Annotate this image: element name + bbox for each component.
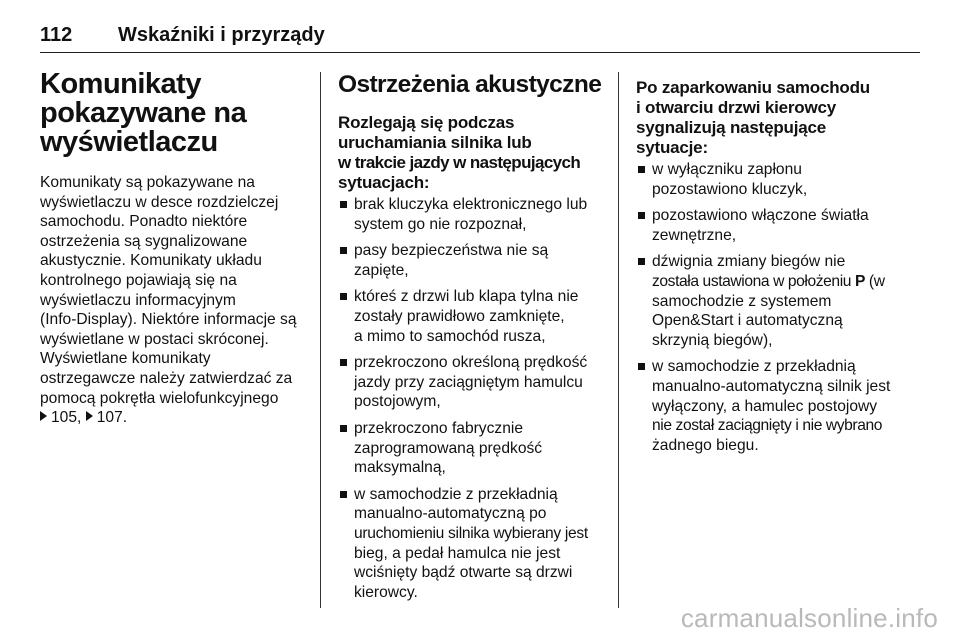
text-line: jazdy przy zaciągniętym hamulcu bbox=[354, 373, 583, 391]
parking-warnings-list bbox=[636, 160, 908, 455]
bullet-icon bbox=[340, 201, 347, 208]
page-reference-link[interactable]: 105 bbox=[51, 409, 78, 427]
text-line: skrzynią biegów), bbox=[652, 331, 773, 349]
text-line: samochodu. Ponadto niektóre bbox=[40, 213, 248, 231]
page-reference-link[interactable]: 107 bbox=[96, 409, 123, 427]
text-line: uruchomieniu silnika wybierany jest bbox=[354, 524, 588, 542]
text-line: (Info-Display). Niektóre informacje są bbox=[40, 311, 297, 329]
text-line: wyłączony, a hamulec postojowy bbox=[652, 397, 878, 415]
list-item bbox=[338, 353, 610, 412]
bullet-icon bbox=[638, 212, 645, 219]
text-line: zapięte, bbox=[354, 261, 409, 279]
subheading-line: w trakcie jazdy w następujących bbox=[338, 153, 581, 172]
text-line: Komunikaty są pokazywane na bbox=[40, 174, 255, 191]
gear-position-label: P bbox=[854, 272, 865, 290]
text-line: akustycznie. Komunikaty układu bbox=[40, 252, 262, 270]
text-line: Wyświetlane komunikaty bbox=[40, 350, 211, 368]
bullet-icon bbox=[638, 363, 645, 370]
list-item bbox=[636, 357, 908, 455]
text-line: przekroczono fabrycznie bbox=[354, 419, 524, 437]
text-line: brak kluczyka elektronicznego lub bbox=[354, 196, 588, 213]
section-heading-messages bbox=[40, 70, 312, 157]
text-line: ostrzegawcze należy zatwierdzać za bbox=[40, 369, 293, 387]
text-line: Open&Start i automatyczną bbox=[652, 312, 843, 330]
subheading-parking bbox=[636, 78, 908, 158]
text-line: wciśnięty bądź otwarte są drzwi bbox=[354, 564, 573, 582]
text-line: manualno-automatyczną po bbox=[354, 505, 547, 523]
subheading-line: i otwarciu drzwi kierowcy bbox=[636, 98, 837, 117]
text-line: zaprogramowaną prędkość bbox=[354, 439, 543, 457]
text-line: zewnętrzne, bbox=[652, 226, 737, 244]
subheading-driving bbox=[338, 113, 610, 193]
text-line: kierowcy. bbox=[354, 583, 418, 601]
column-right bbox=[636, 70, 908, 462]
text-line: pomocą pokrętła wielofunkcyjnego bbox=[40, 389, 279, 407]
text-line: manualno-automatyczną silnik jest bbox=[652, 377, 891, 395]
bullet-icon bbox=[340, 293, 347, 300]
subheading-line: sytuacje: bbox=[636, 138, 708, 157]
section-heading-acoustic-warnings: Ostrzeżenia akustyczne bbox=[338, 71, 602, 98]
text-line: system go nie rozpoznał, bbox=[354, 215, 527, 233]
text-line: postojowym, bbox=[354, 393, 441, 411]
page-number: 112 bbox=[40, 23, 73, 46]
text-line: w wyłączniku zapłonu bbox=[652, 161, 802, 178]
xref-separator: , bbox=[77, 409, 82, 427]
xref-line bbox=[40, 408, 312, 428]
page-header bbox=[40, 18, 920, 53]
text-line: pozostawiono włączone światła bbox=[652, 207, 869, 225]
bullet-icon bbox=[340, 359, 347, 366]
list-item bbox=[338, 195, 610, 234]
text-line: w samochodzie z przekładnią bbox=[652, 358, 856, 376]
text-line: nie został zaciągnięty i nie wybrano bbox=[652, 417, 883, 435]
text-line: żadnego biegu. bbox=[652, 436, 759, 454]
chapter-title: Wskaźniki i przyrządy bbox=[118, 23, 325, 46]
column-divider bbox=[618, 72, 619, 608]
page-reference-arrow-icon bbox=[86, 411, 93, 421]
watermark: carmanualsonline.info bbox=[680, 603, 938, 633]
subheading-line: sygnalizują następujące bbox=[636, 118, 827, 137]
text-line: pasy bezpieczeństwa nie są bbox=[354, 242, 549, 260]
list-item bbox=[338, 419, 610, 478]
list-item bbox=[338, 485, 610, 603]
column-left bbox=[40, 70, 312, 428]
text-line: któreś z drzwi lub klapa tylna nie bbox=[354, 288, 579, 306]
column-middle bbox=[338, 70, 610, 609]
bullet-icon bbox=[340, 491, 347, 498]
heading-line: pokazywane na bbox=[40, 97, 247, 129]
subheading-line: Po zaparkowaniu samochodu bbox=[636, 78, 870, 97]
messages-paragraph bbox=[40, 173, 312, 428]
text-line bbox=[652, 272, 908, 292]
list-item bbox=[636, 206, 908, 245]
text-line: maksymalną, bbox=[354, 459, 446, 477]
text-line: wyświetlaczu informacyjnym bbox=[40, 291, 236, 309]
text-line: przekroczono określoną prędkość bbox=[354, 354, 588, 372]
text-fragment: (w bbox=[865, 272, 885, 290]
text-line: wyświetlane w postaci skróconej. bbox=[40, 330, 269, 348]
bullet-icon bbox=[340, 247, 347, 254]
text-line: ostrzeżenia są sygnalizowane bbox=[40, 232, 248, 250]
bullet-icon bbox=[638, 258, 645, 265]
list-item bbox=[636, 160, 908, 199]
page-reference-arrow-icon bbox=[40, 411, 47, 421]
text-line: w samochodzie z przekładnią bbox=[354, 485, 558, 503]
text-line: wyświetlaczu w desce rozdzielczej bbox=[40, 193, 279, 211]
text-line: samochodzie z systemem bbox=[652, 292, 832, 310]
text-line: bieg, a pedał hamulca nie jest bbox=[354, 544, 561, 562]
driving-warnings-list bbox=[338, 195, 610, 602]
list-item bbox=[338, 241, 610, 280]
subheading-line: uruchamiania silnika lub bbox=[338, 133, 532, 152]
column-divider bbox=[320, 72, 321, 608]
xref-end: . bbox=[122, 409, 128, 427]
subheading-line: sytuacjach: bbox=[338, 173, 430, 192]
text-line: zostały prawidłowo zamknięte, bbox=[354, 307, 565, 325]
text-fragment: została ustawiona w położeniu bbox=[652, 272, 855, 290]
heading-line: Komunikaty bbox=[40, 68, 201, 100]
heading-line: wyświetlaczu bbox=[40, 126, 218, 158]
list-item bbox=[338, 287, 610, 346]
text-line: dźwignia zmiany biegów nie bbox=[652, 253, 846, 271]
text-line: a mimo to samochód rusza, bbox=[354, 327, 546, 345]
bullet-icon bbox=[638, 166, 645, 173]
bullet-icon bbox=[340, 425, 347, 432]
text-line: pozostawiono kluczyk, bbox=[652, 180, 808, 198]
subheading-line: Rozlegają się podczas bbox=[338, 113, 515, 132]
list-item bbox=[636, 252, 908, 350]
text-line: kontrolnego pojawiają się na bbox=[40, 271, 237, 289]
